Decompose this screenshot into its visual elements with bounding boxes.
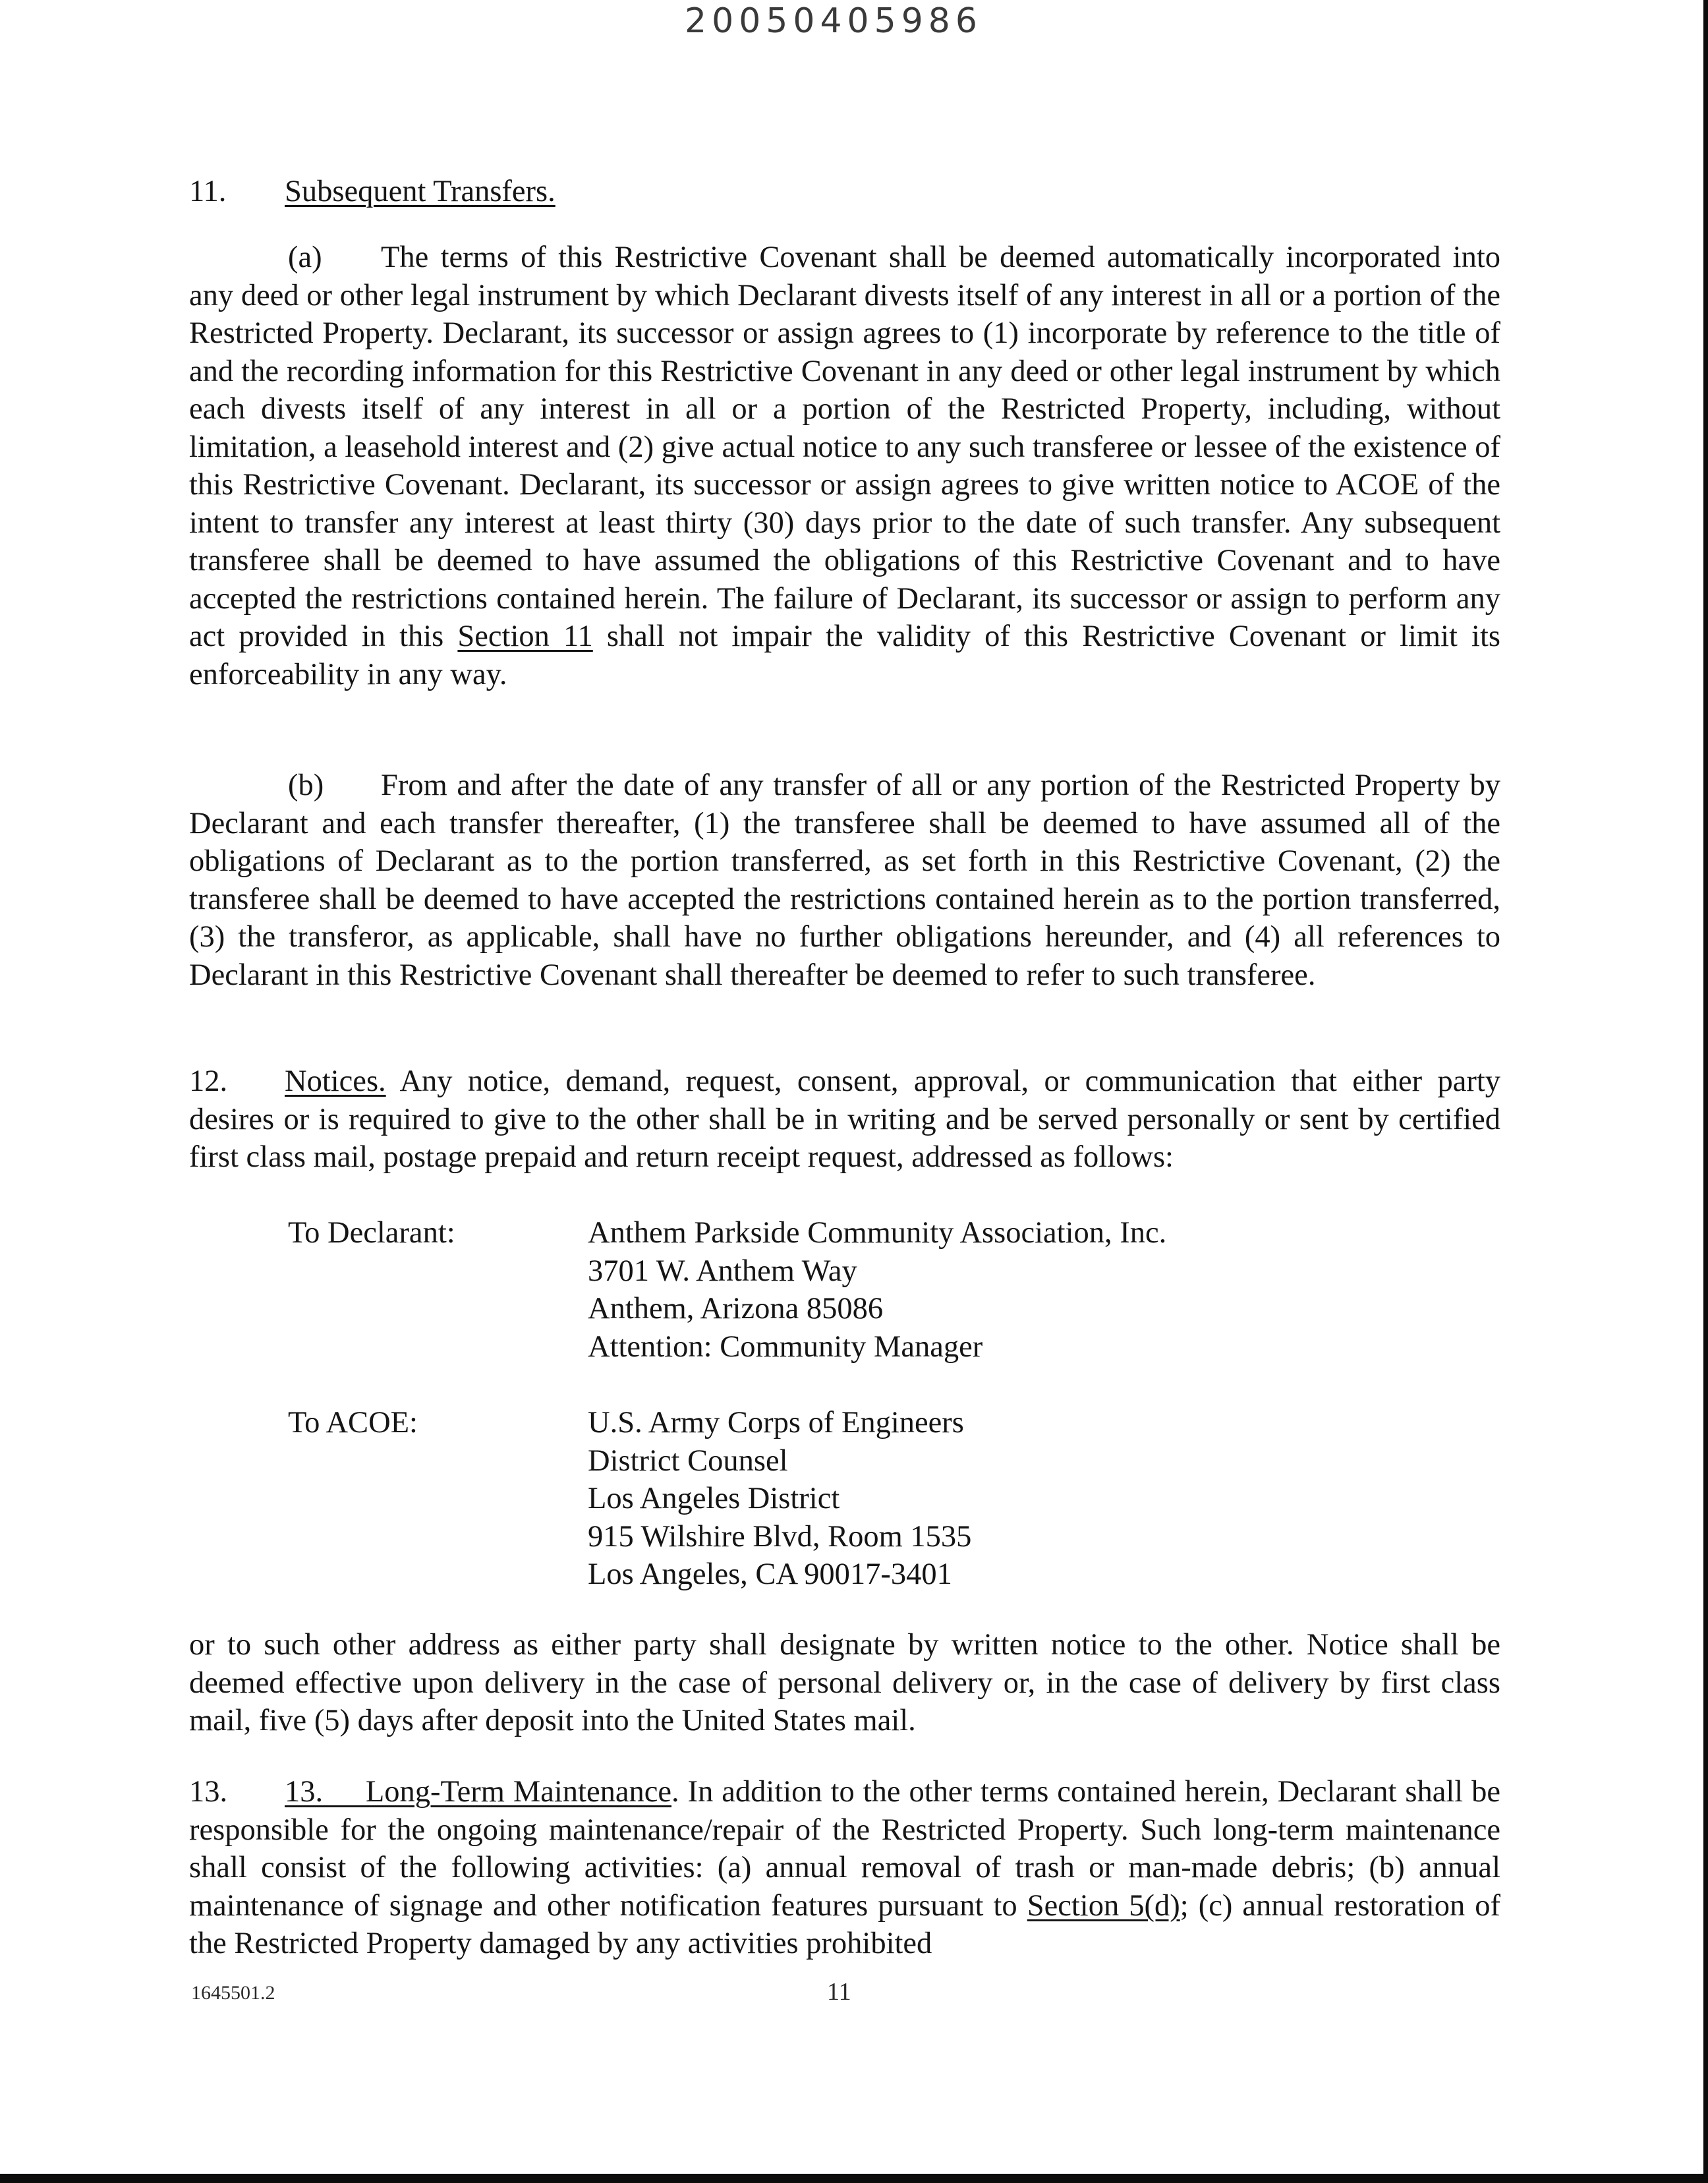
section-11-number: 11.	[189, 175, 227, 208]
address-line: Anthem Parkside Community Association, Inc.	[588, 1216, 1167, 1250]
section-11-reference: Section 11	[457, 620, 593, 653]
section-11a-text-1: The terms of this Restrictive Covenant shall be deemed automatically incorporated into any deed or other legal instrument by which Declarant divests itself of any interest in all or a portion of the Restricted Property. Declarant, its successor or assign agrees to (1) incorporate by reference to the title of and the recording information for this Restrictive Covenant in any deed or other legal instrument by which each divests itself of any interest in all or a portion of the Restricted Property, including, without limitation, a leasehold interest and (2) give actual notice to any such transferee or lessee of the existence of this Restrictive Covenant. Declarant, its successor or assign agrees to give written notice to ACOE of the intent to transfer any interest at least thirty (30) days prior to the date of such transfer. Any subsequent transferee shall be deemed to have assumed the obligations of this Restrictive Covenant and to have accepted the restrictions contained herein. The failure of Declarant, its successor or assign to perform any act provided in this	[189, 241, 1500, 653]
section-11-heading	[189, 173, 555, 211]
section-12-text: Any notice, demand, request, consent, approval, or communication that either party desires or is required to give to the other shall be in writing and be served personally or sent by certified first class mail, postage prepaid and return receipt request, addressed as follows:	[189, 1064, 1501, 1174]
address-line: District Counsel	[588, 1443, 788, 1478]
address-line: Los Angeles, CA 90017-3401	[588, 1557, 952, 1591]
section-13-text-2: ; (c) annual restoration of the Restricted Property damaged by any activities prohibited	[189, 1888, 1501, 1960]
address-line: 915 Wilshire Blvd, Room 1535	[588, 1519, 972, 1554]
section-11b-text: From and after the date of any transfer of all or any portion of the Restricted Property by Declarant and each transfer thereafter, (1) the transferee shall be deemed to have assumed all of the obligations of Declarant as to the portion transferred, as set forth in this Restrictive Covenant, (2) the transferee shall be deemed to have accepted the restrictions contained herein as to the portion transferred, (3) the transferor, as applicable, shall have no further obligations hereunder, and (4) all references to Declarant in this Restrictive Covenant shall thereafter be deemed to refer to such transferee.	[189, 769, 1500, 992]
address-line: Anthem, Arizona 85086	[588, 1292, 884, 1325]
section-12-number: 12.	[189, 1064, 228, 1098]
address-line: 3701 W. Anthem Way	[588, 1254, 857, 1288]
address-line: Los Angeles District	[588, 1482, 840, 1515]
scan-edge-bottom	[0, 2174, 1708, 2183]
address-line: Attention: Community Manager	[588, 1329, 983, 1364]
declarant-label: To Declarant:	[288, 1216, 455, 1250]
acoe-address	[588, 1404, 971, 1594]
acoe-label: To ACOE:	[288, 1406, 418, 1440]
page-number: 11	[827, 1978, 851, 2006]
section-12-closing-paragraph: or to such other address as either party shall designate by written notice to the other. Notice shall be deemed effective upon delivery in the case of personal delivery or, in the case of delivery by first class mail, five (5) days after deposit into the United States mail.	[189, 1628, 1500, 1737]
declarant-address	[588, 1214, 1166, 1366]
section-11a-label: (a)	[288, 241, 322, 274]
section-13-number: 13.	[189, 1775, 228, 1809]
section-11-title: Subsequent Transfers.	[285, 175, 555, 208]
document-id: 1645501.2	[191, 1982, 275, 2004]
section-11a-paragraph	[189, 239, 1500, 693]
section-11b-paragraph	[189, 767, 1500, 994]
section-12-paragraph	[189, 1062, 1500, 1177]
section-13-text-1: . In addition to the other terms contained herein, Declarant shall be responsible for the ongoing maintenance/repair of the Restricted Property. Such long-term maintenance shall consist of the following activities: (a) annual removal of trash or man-made debris; (b) annual maintenance of signage and other notification features pursuant to	[189, 1775, 1501, 1923]
address-line: U.S. Army Corps of Engineers	[588, 1406, 964, 1440]
section-12-title: Notices.	[285, 1064, 386, 1098]
section-13-paragraph	[189, 1773, 1500, 1963]
section-13-title: 13. Long-Term Maintenance	[285, 1775, 672, 1809]
section-5d-reference: Section 5(d)	[1027, 1888, 1180, 1923]
section-11a-text-2: shall not impair the validity of this Restrictive Covenant or limit its enforceability in any way.	[189, 620, 1500, 691]
scan-edge-right	[1703, 0, 1708, 2183]
section-11b-label: (b)	[288, 769, 324, 802]
recording-number: 20050405986	[685, 1, 982, 41]
